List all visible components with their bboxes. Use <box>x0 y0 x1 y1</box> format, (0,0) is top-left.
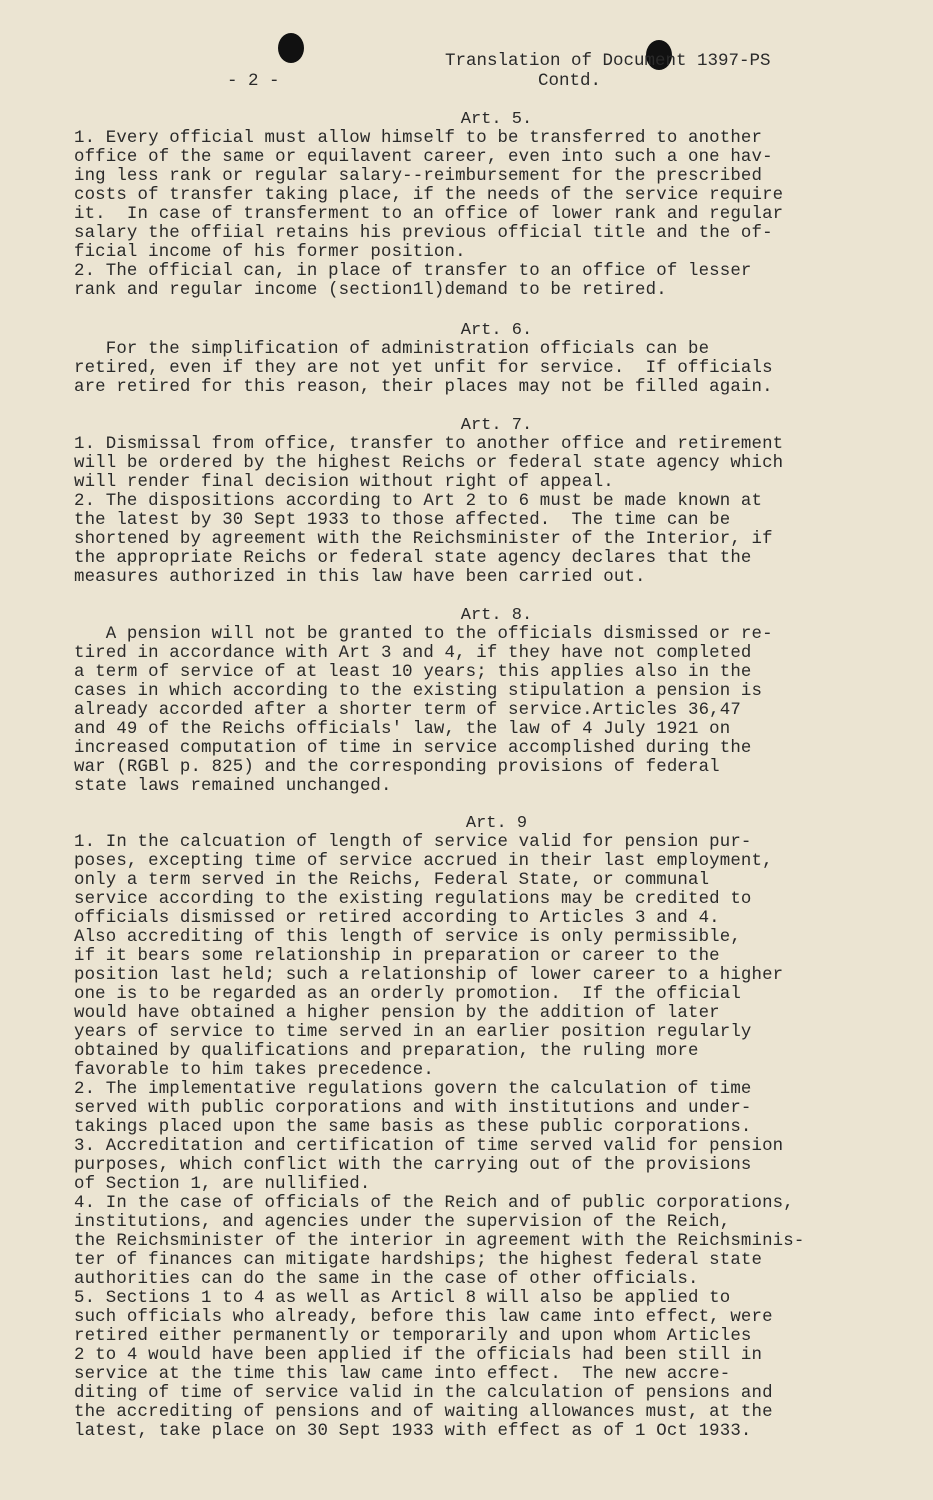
text-line: For the simplification of administration officials can be <box>74 340 710 359</box>
text-line: 4. In the case of officials of the Reich and of public corporations, <box>74 1194 794 1213</box>
text-line: already accorded after a shorter term of service.Articles 36,47 <box>74 701 741 720</box>
text-line: tired in accordance with Art 3 and 4, if they have not completed <box>74 644 752 663</box>
text-line: 2. The official can, in place of transfer to an office of lesser <box>74 262 752 281</box>
article-7-body <box>74 435 894 587</box>
text-line: served with public corporations and with institutions and under- <box>74 1099 752 1118</box>
text-line: favorable to him takes precedence. <box>74 1061 434 1080</box>
text-line: 2. The implementative regulations govern the calculation of time <box>74 1080 752 1099</box>
text-line: the Reichsminister of the interior in agreement with the Reichsminis- <box>74 1232 805 1251</box>
document-title-contd: Contd. <box>538 71 602 91</box>
text-line: salary the offiial retains his previous official title and the of- <box>74 224 773 243</box>
text-line: only a term served in the Reichs, Federal State, or communal <box>74 871 710 890</box>
text-line: of Section 1, are nullified. <box>74 1175 371 1194</box>
text-line: 2 to 4 would have been applied if the officials had been still in <box>74 1346 763 1365</box>
text-line: service at the time this law came into effect. The new accre- <box>74 1365 731 1384</box>
article-6-title: Art. 6. <box>460 321 533 340</box>
article-9-body <box>74 833 894 1441</box>
text-line: a term of service of at least 10 years; this applies also in the <box>74 663 752 682</box>
text-line: if it bears some relationship in preparation or career to the <box>74 947 720 966</box>
text-line: the accrediting of pensions and of waiting allowances must, at the <box>74 1403 773 1422</box>
text-line: one is to be regarded as an orderly promotion. If the official <box>74 985 741 1004</box>
text-line: ing less rank or regular salary--reimbursement for the prescribed <box>74 167 763 186</box>
text-line: 1. Dismissal from office, transfer to another office and retirement <box>74 435 784 454</box>
text-line: position last held; such a relationship of lower career to a higher <box>74 966 784 985</box>
text-line: war (RGBl p. 825) and the corresponding provisions of federal <box>74 758 720 777</box>
text-line: 3. Accreditation and certification of time served valid for pension <box>74 1137 784 1156</box>
article-8-body <box>74 625 894 796</box>
text-line: increased computation of time in service accomplished during the <box>74 739 752 758</box>
text-line: retired either permanently or temporarily and upon whom Articles <box>74 1327 752 1346</box>
text-line: it. In case of transferment to an office of lower rank and regular <box>74 205 784 224</box>
text-line: costs of transfer taking place, if the needs of the service require <box>74 186 784 205</box>
text-line: authorities can do the same in the case of other officials. <box>74 1270 699 1289</box>
article-6-body <box>74 340 894 397</box>
text-line: 2. The dispositions according to Art 2 to 6 must be made known at <box>74 492 763 511</box>
text-line: and 49 of the Reichs officials' law, the law of 4 July 1921 on <box>74 720 731 739</box>
text-line: the latest by 30 Sept 1933 to those affected. The time can be <box>74 511 731 530</box>
article-5-body <box>74 129 894 300</box>
text-line: years of service to time served in an earlier position regularly <box>74 1023 752 1042</box>
text-line: such officials who already, before this law came into effect, were <box>74 1308 773 1327</box>
text-line: ter of finances can mitigate hardships; the highest federal state <box>74 1251 763 1270</box>
text-line: poses, excepting time of service accrued in their last employment, <box>74 852 773 871</box>
text-line: would have obtained a higher pension by the addition of later <box>74 1004 720 1023</box>
page-number: - 2 - <box>227 71 280 91</box>
text-line: officials dismissed or retired according to Articles 3 and 4. <box>74 909 720 928</box>
punch-hole <box>278 33 304 63</box>
text-line: institutions, and agencies under the supervision of the Reich, <box>74 1213 731 1232</box>
text-line: Also accrediting of this length of service is only permissible, <box>74 928 741 947</box>
text-line: will be ordered by the highest Reichs or federal state agency which <box>74 454 784 473</box>
text-line: takings placed upon the same basis as these public corporations. <box>74 1118 752 1137</box>
article-8-title: Art. 8. <box>460 606 533 625</box>
text-line: state laws remained unchanged. <box>74 777 392 796</box>
text-line: the appropriate Reichs or federal state agency declares that the <box>74 549 752 568</box>
text-line: service according to the existing regulations may be credited to <box>74 890 752 909</box>
text-line: ficial income of his former position. <box>74 243 466 262</box>
article-7-title: Art. 7. <box>460 416 533 435</box>
text-line: rank and regular income (section1l)demand to be retired. <box>74 281 667 300</box>
text-line: obtained by qualifications and preparation, the ruling more <box>74 1042 699 1061</box>
text-line: diting of time of service valid in the calculation of pensions and <box>74 1384 773 1403</box>
text-line: A pension will not be granted to the officials dismissed or re- <box>74 625 773 644</box>
article-9-title: Art. 9 <box>465 814 528 833</box>
text-line: are retired for this reason, their places may not be filled again. <box>74 378 773 397</box>
document-title: Translation of Document 1397-PS <box>445 51 771 71</box>
text-line: latest, take place on 30 Sept 1933 with effect as of 1 Oct 1933. <box>74 1422 752 1441</box>
text-line: 5. Sections 1 to 4 as well as Articl 8 will also be applied to <box>74 1289 731 1308</box>
text-line: purposes, which conflict with the carrying out of the provisions <box>74 1156 752 1175</box>
text-line: office of the same or equilavent career, even into such a one hav- <box>74 148 773 167</box>
text-line: cases in which according to the existing stipulation a pension is <box>74 682 763 701</box>
article-5-title: Art. 5. <box>460 110 533 129</box>
text-line: measures authorized in this law have been carried out. <box>74 568 646 587</box>
text-line: 1. Every official must allow himself to be transferred to another <box>74 129 763 148</box>
text-line: shortened by agreement with the Reichsminister of the Interior, if <box>74 530 773 549</box>
text-line: 1. In the calcuation of length of service valid for pension pur- <box>74 833 752 852</box>
text-line: retired, even if they are not yet unfit for service. If officials <box>74 359 773 378</box>
text-line: will render final decision without right of appeal. <box>74 473 614 492</box>
